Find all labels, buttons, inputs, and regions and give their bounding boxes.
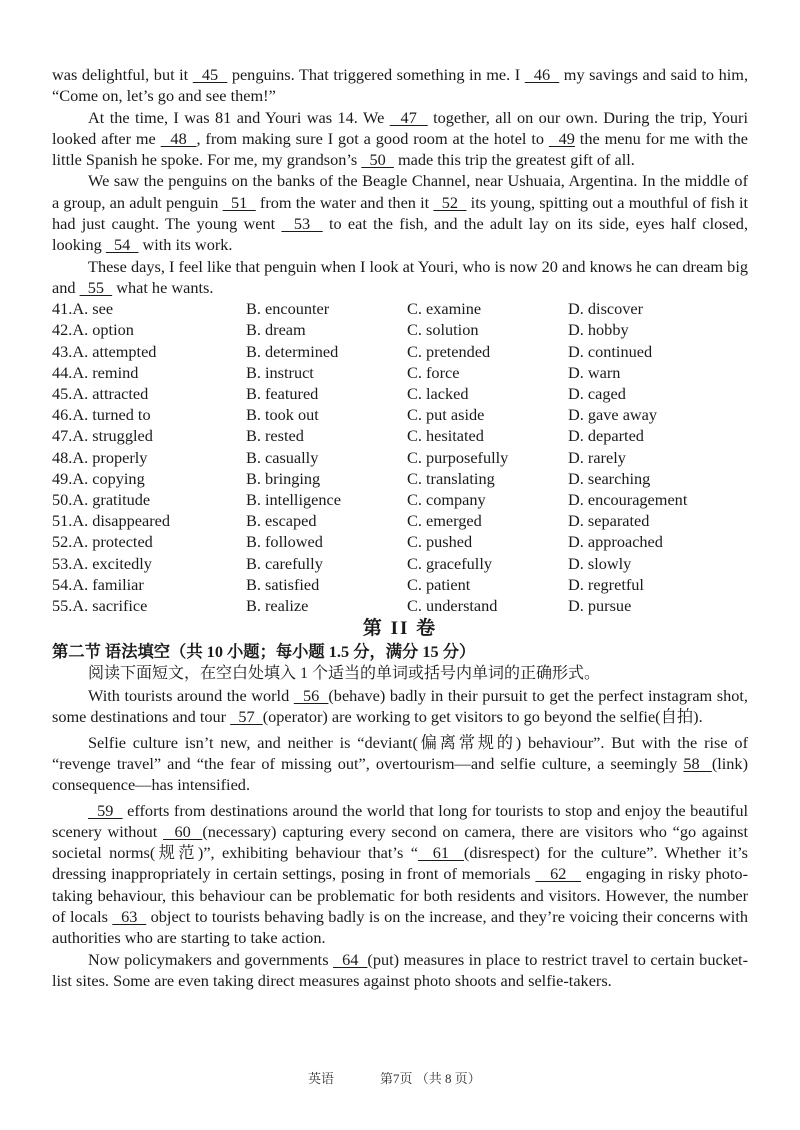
option-b: B. instruct: [246, 362, 314, 382]
option-a: A. see: [72, 299, 114, 319]
option-a: A. gratitude: [72, 489, 151, 509]
question-number: 49.: [52, 468, 73, 488]
text: object to tourists behaving badly is on the increase, and they’re voicing their concerns with authorities who are starting to take action.: [52, 907, 748, 948]
option-c: C. company: [407, 489, 486, 509]
option-c: C. understand: [407, 595, 498, 615]
text: Selfie culture isn’t new, and neither is “deviant(偏离常规的) behaviour”. But with the rise of “revenge travel” and “the fear of missing out”, overtourism—and selfie culture, a seemingly: [52, 732, 748, 773]
blank-59: 59: [88, 800, 123, 820]
option-row-42: [52, 319, 748, 340]
option-d: D. discover: [568, 299, 644, 319]
blank-53: 53: [281, 214, 323, 234]
blank-48: 48: [160, 128, 197, 148]
option-d: D. gave away: [568, 405, 658, 425]
option-row-53: [52, 553, 748, 574]
option-c: C. purposefully: [407, 447, 509, 467]
option-a: A. option: [72, 320, 134, 340]
blank-55: 55: [79, 277, 113, 297]
question-number: 45.: [52, 384, 73, 404]
option-d: D. encouragement: [568, 489, 688, 509]
option-c: C. emerged: [407, 511, 482, 531]
passage1-para4: [52, 256, 748, 299]
blank-58: 58: [683, 753, 712, 773]
text: (operator) are working to get visitors to go beyond the selfie(自拍).: [262, 707, 703, 727]
text: (behave) badly in their pursuit to get the perfect instagram shot, some destinations and tour: [52, 686, 749, 727]
option-c: C. put aside: [407, 405, 485, 425]
blank-64: 64: [333, 949, 368, 969]
volume-title: 第 II 卷: [362, 618, 438, 640]
option-a: A. copying: [72, 468, 145, 488]
text: (disrespect) for the culture”. Whether it’s dressing inappropriately in certain settings, posing in front of memorials: [52, 843, 749, 884]
option-d: D. searching: [568, 468, 651, 488]
blank-46: 46: [524, 65, 560, 84]
option-row-50: [52, 489, 748, 510]
option-b: B. featured: [246, 384, 319, 404]
passage1-para2: [52, 107, 748, 171]
option-d: D. continued: [568, 341, 653, 361]
text: efforts from destinations around the world that long for tourists to stop and enjoy the beautiful scenery without: [52, 800, 748, 841]
option-a: A. excitedly: [72, 553, 152, 573]
text: to eat the fish, and the adult lay on its side, eyes half closed, looking: [52, 214, 749, 255]
option-c: C. patient: [407, 574, 471, 594]
option-c: C. solution: [407, 320, 479, 340]
text: These days, I feel like that penguin when I look at Youri, who is now 20 and knows he can dream big and: [52, 256, 748, 297]
blank-49: 49: [548, 128, 575, 148]
question-number: 42.: [52, 320, 73, 340]
passage1-para1-tail: [52, 64, 748, 107]
text: (put) measures in place to restrict travel to certain bucket-list sites. Some are even taking direct measures against photo shoots and selfie-takers.: [52, 949, 748, 990]
question-number: 52.: [52, 532, 73, 552]
option-b: B. escaped: [246, 511, 317, 531]
exam-page: [52, 64, 748, 991]
option-b: B. satisfied: [246, 574, 320, 594]
question-number: 44.: [52, 362, 73, 382]
option-a: A. attracted: [72, 384, 149, 404]
blank-60: 60: [163, 821, 203, 841]
option-b: B. took out: [246, 405, 319, 425]
option-row-43: [52, 341, 748, 362]
options-list: [52, 298, 748, 616]
option-c: C. force: [407, 362, 460, 382]
option-a: A. attempted: [72, 341, 157, 361]
option-b: B. casually: [246, 447, 319, 467]
option-c: C. translating: [407, 468, 495, 488]
option-a: A. sacrifice: [72, 595, 148, 615]
blank-50: 50: [361, 150, 394, 170]
footer-subject: 英语: [308, 1071, 335, 1086]
option-a: A. disappeared: [72, 511, 171, 531]
text: with its work.: [138, 235, 233, 255]
section-instruction: 阅读下面短文，在空白处填入 1 个适当的单词或括号内单词的正确形式。: [88, 665, 601, 683]
option-d: D. approached: [568, 532, 663, 552]
blank-52: 52: [433, 192, 467, 212]
passage2-para4: [52, 949, 748, 992]
option-row-49: [52, 468, 748, 489]
question-number: 47.: [52, 426, 73, 446]
option-row-44: [52, 362, 748, 383]
option-b: B. followed: [246, 532, 323, 552]
blank-54: 54: [105, 235, 139, 255]
question-number: 46.: [52, 405, 73, 425]
option-d: D. rarely: [568, 447, 626, 467]
option-row-48: [52, 447, 748, 468]
option-c: C. examine: [407, 299, 482, 319]
option-b: B. dream: [246, 320, 306, 340]
blank-45: 45: [192, 65, 228, 84]
option-d: D. separated: [568, 511, 650, 531]
option-row-45: [52, 383, 748, 404]
passage2-para3: [52, 800, 748, 949]
option-b: B. intelligence: [246, 489, 341, 509]
option-a: A. properly: [72, 447, 148, 467]
text: (necessary) capturing every second on camera, there are visitors who “go against societal norms(规范)”, exhibiting behaviour that’s “: [52, 821, 749, 863]
blank-61: 61: [417, 843, 464, 863]
question-number: 54.: [52, 574, 73, 594]
question-number: 55.: [52, 595, 73, 615]
text: (link) consequence—has intensified.: [52, 753, 748, 795]
question-number: 41.: [52, 299, 73, 319]
blank-62: 62: [535, 864, 582, 884]
text: made this trip the greatest gift of all.: [393, 150, 635, 170]
option-d: D. caged: [568, 384, 626, 404]
option-d: D. warn: [568, 362, 621, 382]
blank-63: 63: [112, 907, 147, 927]
option-c: C. lacked: [407, 384, 469, 404]
option-b: B. realize: [246, 595, 309, 615]
option-row-51: [52, 510, 748, 531]
text: together, all on our own. During the trip, Youri looked after me: [52, 107, 748, 148]
option-d: D. pursue: [568, 595, 632, 615]
passage2-para2: [52, 732, 748, 796]
option-row-41: [52, 298, 748, 319]
option-b: B. rested: [246, 426, 304, 446]
text: We saw the penguins on the banks of the Beagle Channel, near Ushuaia, Argentina. In the middle of a group, an adult penguin: [52, 171, 748, 212]
option-b: B. determined: [246, 341, 339, 361]
question-number: 50.: [52, 489, 73, 509]
blank-56: 56: [293, 686, 329, 706]
option-a: A. protected: [72, 532, 153, 552]
text: At the time, I was 81 and Youri was 14. We: [88, 107, 390, 127]
question-number: 43.: [52, 341, 73, 361]
option-a: A. struggled: [72, 426, 153, 446]
text: the menu for me with the little Spanish he spoke. For me, my grandson’s: [52, 128, 748, 170]
option-row-47: [52, 425, 748, 446]
text: from the water and then it: [255, 192, 434, 212]
passage1-para3: [52, 170, 748, 255]
option-a: A. remind: [72, 362, 139, 382]
option-row-52: [52, 531, 748, 552]
passage2-para1: [52, 685, 748, 728]
text: what he wants.: [112, 277, 214, 297]
option-b: B. carefully: [246, 553, 323, 573]
footer-page-number: 第7页 （共 8 页）: [380, 1071, 481, 1086]
blank-47: 47: [389, 107, 428, 127]
blank-51: 51: [222, 192, 256, 212]
question-number: 51.: [52, 511, 73, 531]
option-d: D. regretful: [568, 574, 644, 594]
text: With tourists around the world: [88, 686, 294, 706]
option-a: A. turned to: [72, 405, 151, 425]
text: Now policymakers and governments: [88, 949, 334, 969]
text: engaging in risky photo-taking behaviour, this behaviour can be problematic for both residents and visitors. However, the number of locals: [52, 864, 748, 927]
option-d: D. hobby: [568, 320, 629, 340]
option-b: B. bringing: [246, 468, 321, 488]
question-number: 53.: [52, 553, 73, 573]
option-b: B. encounter: [246, 299, 330, 319]
text: was delightful, but it: [52, 65, 193, 84]
option-row-54: [52, 574, 748, 595]
section-title: 第二节 语法填空（共 10 小题；每小题 1.5 分，满分 15 分）: [52, 642, 476, 662]
option-a: A. familiar: [72, 574, 144, 594]
option-d: D. slowly: [568, 553, 632, 573]
option-c: C. gracefully: [407, 553, 492, 573]
text: penguins. That triggered something in me. I: [227, 65, 525, 84]
option-c: C. pushed: [407, 532, 473, 552]
blank-57: 57: [230, 707, 263, 727]
text: my savings and said to him, “Come on, let’s go and see them!”: [52, 65, 749, 106]
text: its young, spitting out a mouthful of fish it had just caught. The young went: [52, 192, 749, 234]
option-c: C. hesitated: [407, 426, 484, 446]
option-d: D. departed: [568, 426, 644, 446]
option-row-46: [52, 404, 748, 425]
option-row-55: [52, 595, 748, 616]
question-number: 48.: [52, 447, 73, 467]
text: , from making sure I got a good room at the hotel to: [196, 128, 549, 148]
option-c: C. pretended: [407, 341, 491, 361]
